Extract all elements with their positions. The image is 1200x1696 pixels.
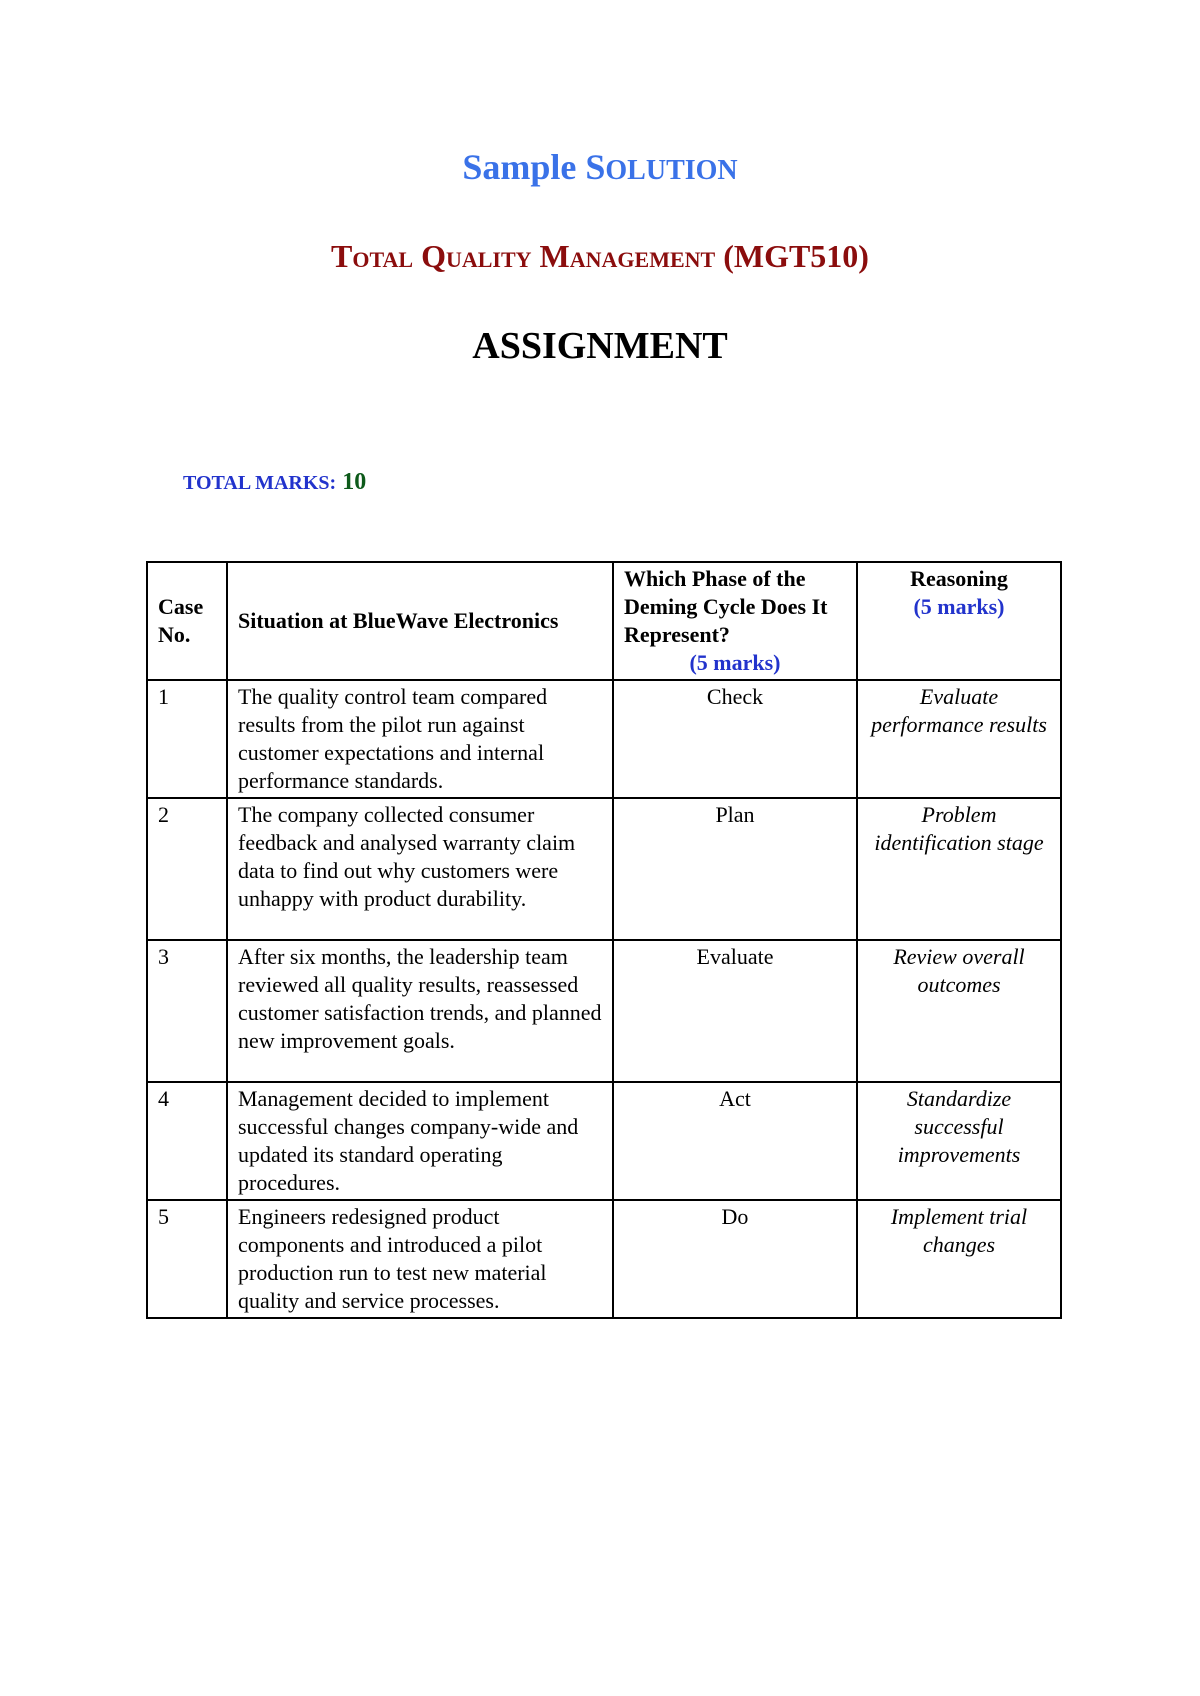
case-number: 1 (147, 680, 227, 798)
reasoning-cell: Review overall outcomes (857, 940, 1061, 1082)
phase-cell: Evaluate (613, 940, 857, 1082)
header-case-no: Case No. (147, 562, 227, 680)
phase-cell: Do (613, 1200, 857, 1318)
assignment-heading: ASSIGNMENT (472, 325, 728, 367)
phase-cell: Check (613, 680, 857, 798)
case-number: 5 (147, 1200, 227, 1318)
table-row (147, 798, 1061, 940)
sample-solution-title (0, 146, 1200, 189)
table-row (147, 940, 1061, 1082)
case-number: 3 (147, 940, 227, 1082)
header-reasoning (857, 562, 1061, 680)
case-number: 4 (147, 1082, 227, 1200)
course-title: Total Quality Management (MGT510) (331, 238, 869, 274)
header-reasoning-marks: (5 marks) (913, 594, 1005, 619)
sample-word: Sample (462, 147, 577, 187)
header-phase-text: Which Phase of the Deming Cycle Does It Represent? (624, 566, 828, 647)
phase-cell: Plan (613, 798, 857, 940)
table-row (147, 1082, 1061, 1200)
header-phase-marks: (5 marks) (689, 650, 781, 675)
table-row (147, 680, 1061, 798)
table-row (147, 1200, 1061, 1318)
reasoning-cell: Evaluate performance results (857, 680, 1061, 798)
phase-cell: Act (613, 1082, 857, 1200)
situation-cell: The company collected consumer feedback and analysed warranty claim data to find out why customers were unhappy with product durability. (227, 798, 613, 940)
reasoning-cell: Implement trial changes (857, 1200, 1061, 1318)
total-marks-value: 10 (342, 469, 367, 495)
situation-cell: After six months, the leadership team reviewed all quality results, reassessed customer satisfaction trends, and planned new improvement goals. (227, 940, 613, 1082)
solution-first-letter: S (585, 147, 606, 187)
case-number: 2 (147, 798, 227, 940)
header-situation: Situation at BlueWave Electronics (227, 562, 613, 680)
table-header-row (147, 562, 1061, 680)
reasoning-cell: Problem identification stage (857, 798, 1061, 940)
reasoning-cell: Standardize successful improvements (857, 1082, 1061, 1200)
header-reasoning-text: Reasoning (910, 566, 1008, 591)
situation-cell: Engineers redesigned product components and introduced a pilot production run to test new material quality and service processes. (227, 1200, 613, 1318)
header-phase (613, 562, 857, 680)
solution-rest: OLUTION (605, 155, 738, 186)
situation-cell: The quality control team compared results from the pilot run against customer expectations and internal performance standards. (227, 680, 613, 798)
solution-table (146, 561, 1062, 1319)
situation-cell: Management decided to implement successful changes company-wide and updated its standard operating procedures. (227, 1082, 613, 1200)
total-marks-label: TOTAL MARKS: (183, 472, 337, 494)
total-marks (183, 468, 366, 497)
